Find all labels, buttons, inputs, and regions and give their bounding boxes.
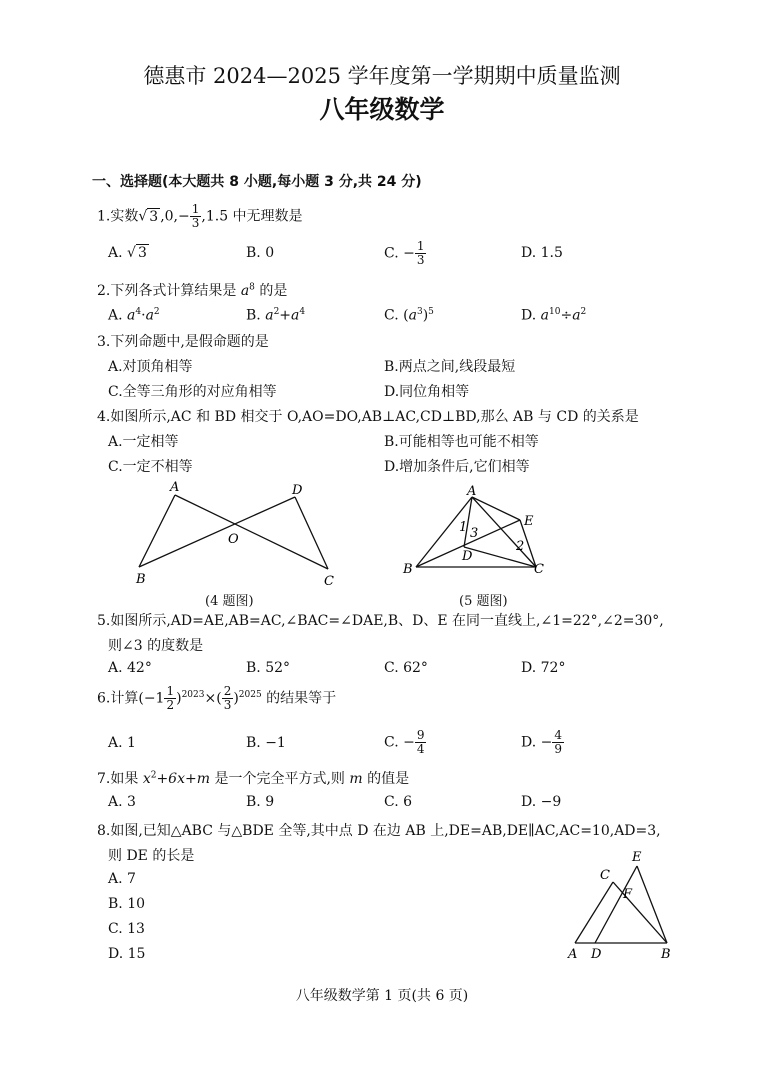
figure-4: [125, 475, 345, 590]
segment-dc: [295, 497, 328, 569]
question-3: 3.下列命题中,是假命题的是: [97, 334, 269, 350]
q2-option-a: A. $a^4\cdot a^2$: [108, 307, 160, 324]
label-e: E: [524, 514, 534, 529]
q6-option-a: A. 1: [108, 735, 136, 751]
q7-option-a: A. 3: [108, 794, 136, 810]
q4-option-b: B.可能相等也可能不相等: [384, 434, 539, 450]
exam-title: 德惠市 2024—2025 学年度第一学期期中质量监测: [143, 64, 621, 88]
q1-option-b: B. 0: [246, 245, 275, 261]
label-c: C: [600, 868, 610, 883]
segment-dc: [464, 547, 536, 567]
q2-option-d: D. $a^{10}\div a^2$: [521, 307, 587, 324]
page-footer: 八年级数学第 1 页(共 6 页): [295, 988, 469, 1004]
fraction: $\frac{1}{3}$: [191, 202, 200, 230]
q3-option-c: C.全等三角形的对应角相等: [108, 384, 277, 400]
label-a: A: [568, 947, 578, 962]
figure-5: [398, 485, 558, 585]
q3-option-b: B.两点之间,线段最短: [384, 359, 516, 375]
segment-cb: [613, 882, 667, 943]
q8-option-d: D. 15: [108, 946, 146, 962]
q8-option-a: A. 7: [108, 871, 136, 887]
label-c: C: [324, 574, 334, 589]
label-f: F: [623, 887, 633, 902]
angle-2: 2: [516, 539, 525, 554]
label-a: A: [170, 480, 180, 495]
label-d: D: [591, 947, 602, 962]
q5-option-c: C. 62°: [384, 660, 428, 676]
label-b: B: [661, 947, 671, 962]
label-b: B: [403, 562, 413, 577]
label-c: C: [534, 562, 544, 577]
figure-4-caption: (4 题图): [205, 594, 254, 609]
section-title: 一、选择题(本大题共 8 小题,每小题 3 分,共 24 分): [92, 174, 422, 190]
q5-option-b: B. 52°: [246, 660, 291, 676]
segment-ac: [175, 495, 328, 569]
q3-option-a: A.对顶角相等: [108, 359, 193, 375]
label-e: E: [632, 850, 642, 865]
question-1: 1.实数√ 3 ,0,− $\frac{1}{3}$ ,1.5 中无理数是: [97, 202, 303, 230]
q5-option-a: A. 42°: [108, 660, 152, 676]
sqrt-symbol: √: [138, 208, 148, 225]
q1-option-d: D. 1.5: [521, 245, 563, 261]
exam-subject: 八年级数学: [319, 95, 445, 124]
question-5: 5.如图所示,AD=AE,AB=AC,∠BAC=∠DAE,B、D、E 在同一直线上,∠1=22°,∠2=30°,: [97, 613, 664, 629]
question-7: 7.如果 $x^2+6x+m$ 是一个完全平方式,则 m 的值是: [97, 770, 410, 787]
figure-8: [563, 848, 683, 963]
q7-option-d: D. −9: [521, 794, 562, 810]
segment-ae: [472, 497, 520, 520]
question-2: 2.下列各式计算结果是 $a^8$ 的是: [97, 282, 288, 299]
q7-option-b: B. 9: [246, 794, 275, 810]
segment-ac: [575, 882, 613, 943]
segment-bd: [139, 497, 295, 567]
q6-option-c: C. − $\frac{9}{4}$: [384, 728, 425, 756]
q7-option-c: C. 6: [384, 794, 413, 810]
q4-option-c: C.一定不相等: [108, 459, 193, 475]
q6-option-b: B. −1: [246, 735, 286, 751]
question-8-line-2: 则 DE 的长是: [108, 848, 195, 864]
segment-eb: [637, 866, 667, 943]
q1-option-c: C. − $\frac{1}{3}$: [384, 239, 425, 267]
segment-ab: [139, 495, 175, 567]
label-d: D: [462, 549, 473, 564]
angle-1: 1: [459, 520, 468, 535]
q8-option-c: C. 13: [108, 921, 145, 937]
label-a: A: [467, 485, 477, 499]
q5-option-d: D. 72°: [521, 660, 566, 676]
segment-ac: [472, 497, 536, 567]
question-5-line-2: 则∠3 的度数是: [108, 638, 204, 654]
q8-option-b: B. 10: [108, 896, 146, 912]
q2-option-b: B. $a^2+a^4$: [246, 307, 306, 324]
q4-option-d: D.增加条件后,它们相等: [384, 459, 530, 475]
label-d: D: [292, 483, 303, 498]
question-4: 4.如图所示,AC 和 BD 相交于 O,AO=DO,AB⊥AC,CD⊥BD,那么 AB 与 CD 的关系是: [97, 409, 639, 425]
question-8: 8.如图,已知△ABC 与△BDE 全等,其中点 D 在边 AB 上,DE=AB,DE∥AC,AC=10,AD=3,: [97, 823, 661, 839]
angle-3: 3: [470, 526, 479, 541]
label-b: B: [136, 572, 146, 587]
q6-option-d: D. − $\frac{4}{9}$: [521, 728, 562, 756]
q4-option-a: A.一定相等: [108, 434, 179, 450]
q1-option-a: A. √ 3: [108, 245, 147, 261]
question-6: 6.计算(−1 $\frac{1}{2}$ )$^{2023}$×( $\frac{2}{3}$ )$^{2025}$ 的结果等于: [97, 684, 337, 712]
q3-option-d: D.同位角相等: [384, 384, 470, 400]
q2-option-c: C. $(a^3)^5$: [384, 307, 434, 324]
label-o: O: [228, 532, 239, 547]
figure-5-caption: (5 题图): [459, 594, 508, 609]
